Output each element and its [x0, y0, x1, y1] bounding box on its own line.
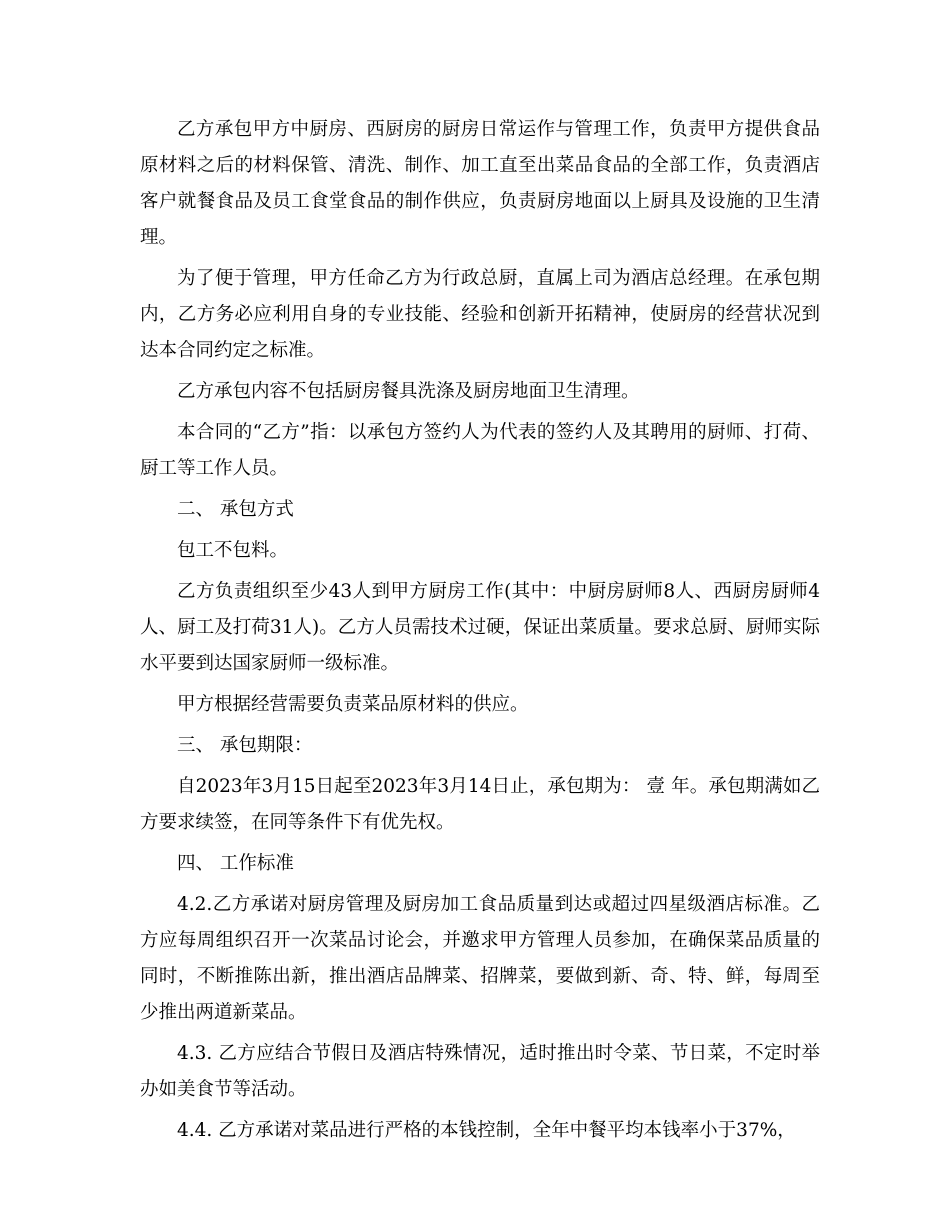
paragraph-supply: 甲方根据经营需要负责菜品原材料的供应。	[177, 694, 529, 715]
paragraph-clause-4-2: 4.2.乙方承诺对厨房管理及厨房加工食品质量到达或超过四星级酒店标准。乙方应每周组织召开一次菜品讨论会，并邀求甲方管理人员参加，在确保菜品质量的同时，不断推陈出新，推出酒店品牌菜、招牌菜，要做到新、奇、特、鲜，每周至少推出两道新菜品。	[140, 894, 820, 1023]
section-heading-contract-term: 三、 承包期限：	[177, 735, 313, 756]
paragraph-management: 为了便于管理，甲方任命乙方为行政总厨，直属上司为酒店总经理。在承包期内，乙方务必应利用自身的专业技能、经验和创新开拓精神，使厨房的经营状况到达本合同约定之标准。	[140, 268, 820, 361]
section-heading-work-standards: 四、 工作标准	[177, 853, 294, 874]
document-page	[140, 112, 820, 1154]
paragraph-labor-only: 包工不包料。	[177, 540, 289, 561]
paragraph-staffing: 乙方负责组织至少43人到甲方厨房工作(其中：中厨房厨师8人、西厨房厨师4人、厨工及打荷31人)。乙方人员需技术过硬，保证出菜质量。要求总厨、厨师实际水平要到达国家厨师一级标准。	[140, 581, 820, 674]
paragraph-exclusions: 乙方承包内容不包括厨房餐具洗涤及厨房地面卫生清理。	[177, 381, 640, 402]
paragraph-clause-4-4: 4.4. 乙方承诺对菜品进行严格的本钱控制，全年中餐平均本钱率小于37%，	[177, 1120, 796, 1141]
paragraph-clause-4-3: 4.3. 乙方应结合节假日及酒店特殊情况，适时推出时令菜、节日菜，不定时举办如美食节等活动。	[140, 1043, 820, 1100]
paragraph-term-dates: 自2023年3月15日起至2023年3月14日止，承包期为： 壹 年。承包期满如乙方要求续签，在同等条件下有优先权。	[140, 776, 820, 833]
section-heading-contract-method: 二、 承包方式	[177, 499, 294, 520]
paragraph-party-b-definition: 本合同的“乙方”指：以承包方签约人为代表的签约人及其聘用的厨师、打荷、厨工等工作人员。	[140, 422, 820, 479]
paragraph-contract-scope: 乙方承包甲方中厨房、西厨房的厨房日常运作与管理工作，负责甲方提供食品原材料之后的材料保管、清洗、制作、加工直至出菜品食品的全部工作，负责酒店客户就餐食品及员工食堂食品的制作供应，负责厨房地面以上厨具及设施的卫生清理。	[140, 119, 820, 248]
